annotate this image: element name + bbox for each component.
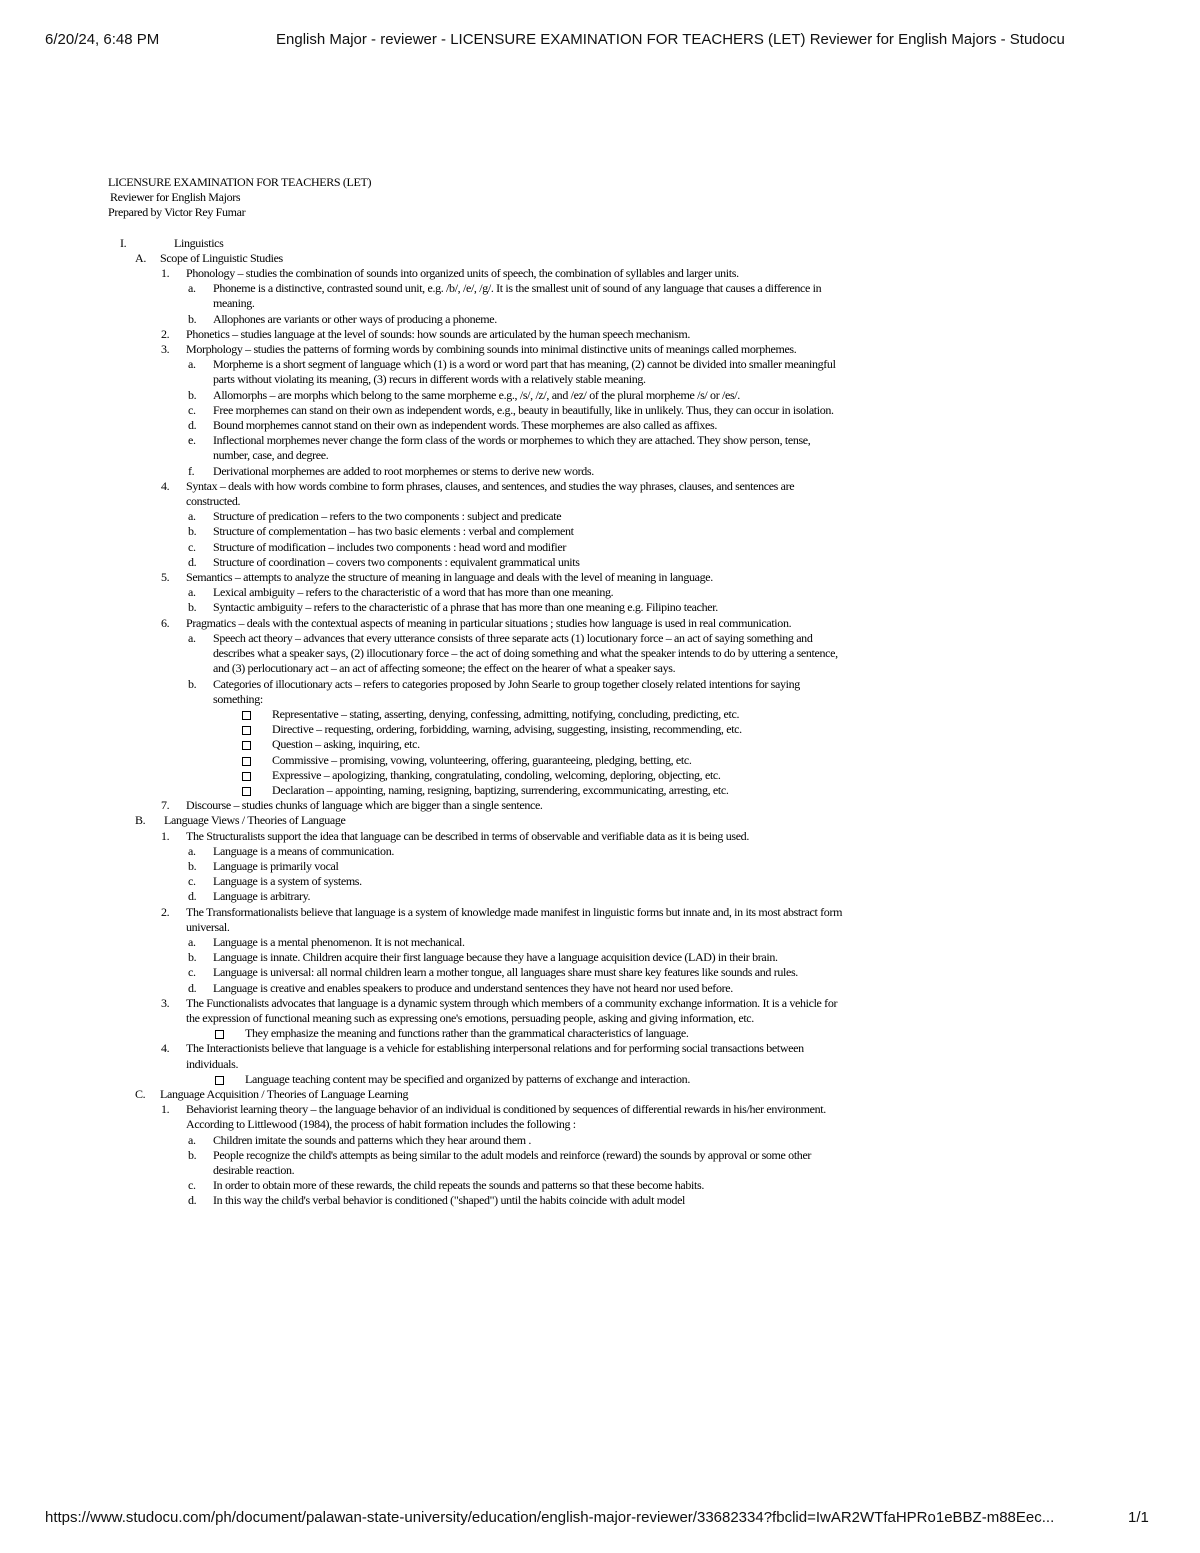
- item-text: Declaration – appointing, naming, resigning, baptizing, surrendering, excommunicating, arresting, etc.: [272, 782, 729, 797]
- item-text: Language is universal: all normal children learn a mother tongue, all languages share must share key features like sounds and rules.: [213, 965, 798, 980]
- list-item: [108, 829, 848, 844]
- list-item: [108, 312, 848, 327]
- item-text: Structure of complementation – has two basic elements : verbal and complement: [213, 524, 574, 539]
- list-item: [108, 327, 848, 342]
- bullet-item: [108, 707, 848, 722]
- item-text: Phonetics – studies language at the level of sounds: how sounds are articulated by the human speech mechanism.: [186, 326, 691, 341]
- list-marker: b.: [188, 311, 197, 326]
- item-text: Speech act theory – advances that every utterance consists of three separate acts (1) locutionary force – an act of saying something and describes what a speaker says, (2) illocutionary force – the act of doing something and what the speaker intends to do by uttering a sentence, and (3) perlocutionary act – an act of affecting someone; the effect on the hearer of what a speaker says.: [213, 630, 838, 676]
- list-item: [108, 616, 848, 631]
- list-marker: b.: [188, 387, 197, 402]
- document-body: [108, 175, 848, 1209]
- list-marker: 2.: [161, 904, 170, 919]
- item-text: Structure of predication – refers to the two components : subject and predicate: [213, 509, 562, 524]
- item-text: Semantics – attempts to analyze the structure of meaning in language and deals with the level of meaning in language.: [186, 570, 713, 585]
- item-text: Behaviorist learning theory – the language behavior of an individual is conditioned by sequences of differential rewards in his/her environment.: [186, 1102, 826, 1117]
- print-date: 6/20/24, 6:48 PM: [45, 31, 160, 48]
- list-item: [108, 996, 848, 1026]
- square-bullet-icon: [242, 772, 251, 781]
- list-marker: a.: [188, 630, 196, 645]
- list-item: [108, 905, 848, 935]
- list-marker: a.: [188, 509, 196, 524]
- list-item: [108, 889, 848, 904]
- item-text: Inflectional morphemes never change the form class of the words or morphemes to which they are attached. They show person, tense, number, case, and degree.: [213, 433, 811, 463]
- section-heading: [108, 236, 848, 251]
- list-marker: 2.: [161, 326, 170, 341]
- item-text: They emphasize the meaning and functions rather than the grammatical characteristics of language.: [245, 1026, 689, 1041]
- list-item: [108, 631, 848, 677]
- item-text: Structure of modification – includes two components : head word and modifier: [213, 539, 566, 554]
- paragraph: [108, 1117, 848, 1132]
- list-marker: 1.: [161, 1102, 170, 1117]
- list-item: [108, 1133, 848, 1148]
- subtitle: Reviewer for English Majors: [110, 190, 241, 205]
- subsection-text: Scope of Linguistic Studies: [160, 250, 283, 265]
- list-marker: b.: [188, 524, 197, 539]
- list-item: [108, 677, 848, 707]
- item-text: Structure of coordination – covers two components : equivalent grammatical units: [213, 554, 580, 569]
- list-marker: e.: [188, 433, 196, 448]
- item-text: In order to obtain more of these rewards, the child repeats the sounds and patterns so that these become habits.: [213, 1178, 704, 1193]
- list-marker: d.: [188, 1193, 197, 1208]
- list-item: [108, 540, 848, 555]
- print-page-title: English Major - reviewer - LICENSURE EXAMINATION FOR TEACHERS (LET) Reviewer for English Majors - Studocu: [276, 31, 1065, 48]
- list-item: [108, 464, 848, 479]
- list-item: [108, 1193, 848, 1208]
- list-item: [108, 844, 848, 859]
- bullet-item: [108, 753, 848, 768]
- list-marker: a.: [188, 281, 196, 296]
- item-text: The Structuralists support the idea that language can be described in terms of observable and verifiable data as it is being used.: [186, 828, 749, 843]
- list-item: [108, 859, 848, 874]
- list-marker: d.: [188, 418, 197, 433]
- subsection-heading: [108, 1087, 848, 1102]
- list-item: [108, 798, 848, 813]
- list-marker: d.: [188, 554, 197, 569]
- list-marker: d.: [188, 980, 197, 995]
- subsection-text: Language Views / Theories of Language: [164, 813, 346, 828]
- exam-title: LICENSURE EXAMINATION FOR TEACHERS (LET): [108, 175, 372, 189]
- list-item: [108, 388, 848, 403]
- item-text: Derivational morphemes are added to root morphemes or stems to derive new words.: [213, 463, 594, 478]
- square-bullet-icon: [242, 757, 251, 766]
- list-marker: a.: [188, 1132, 196, 1147]
- item-text: According to Littlewood (1984), the process of habit formation includes the following :: [186, 1117, 576, 1132]
- item-text: The Transformationalists believe that language is a system of knowledge made manifest in linguistic forms but innate and, in its most abstract form universal.: [186, 904, 843, 934]
- list-marker: 4.: [161, 1041, 170, 1056]
- bullet-item: [108, 737, 848, 752]
- list-item: [108, 357, 848, 387]
- list-item: [108, 342, 848, 357]
- list-marker: a.: [188, 934, 196, 949]
- list-marker: c.: [188, 402, 196, 417]
- item-text: Phonology – studies the combination of sounds into organized units of speech, the combination of syllables and larger units.: [186, 266, 739, 281]
- list-item: [108, 555, 848, 570]
- subsection-heading: [108, 251, 848, 266]
- item-text: Language is innate. Children acquire their first language because they have a language acquisition device (LAD) in their brain.: [213, 950, 778, 965]
- list-marker: 6.: [161, 615, 170, 630]
- item-text: Language is a mental phenomenon. It is not mechanical.: [213, 934, 465, 949]
- list-marker: a.: [188, 585, 196, 600]
- list-item: [108, 281, 848, 311]
- list-item: [108, 403, 848, 418]
- list-marker: c.: [188, 539, 196, 554]
- list-marker: 3.: [161, 342, 170, 357]
- item-text: Commissive – promising, vowing, volunteering, offering, guaranteeing, pledging, betting, etc.: [272, 752, 692, 767]
- list-marker: b.: [188, 950, 197, 965]
- list-marker: B.: [135, 813, 146, 828]
- list-marker: b.: [188, 858, 197, 873]
- list-marker: 1.: [161, 266, 170, 281]
- item-text: Lexical ambiguity – refers to the characteristic of a word that has more than one meaning.: [213, 585, 614, 600]
- list-marker: b.: [188, 1147, 197, 1162]
- item-text: Language is creative and enables speakers to produce and understand sentences they have not heard nor used before.: [213, 980, 733, 995]
- item-text: Language is arbitrary.: [213, 889, 311, 904]
- list-marker: b.: [188, 676, 197, 691]
- list-item: [108, 524, 848, 539]
- document-title-block: [108, 175, 848, 221]
- item-text: Language teaching content may be specified and organized by patterns of exchange and interaction.: [245, 1071, 690, 1086]
- list-item: [108, 965, 848, 980]
- author-line: Prepared by Victor Rey Fumar: [108, 205, 246, 220]
- list-marker: 1.: [161, 828, 170, 843]
- item-text: Bound morphemes cannot stand on their own as independent words. These morphemes are also called as affixes.: [213, 418, 717, 433]
- item-text: Allomorphs – are morphs which belong to the same morpheme e.g., /s/, /z/, and /ez/ of the plural morpheme /s/ or /es/.: [213, 387, 740, 402]
- square-bullet-icon: [242, 726, 251, 735]
- square-bullet-icon: [242, 787, 251, 796]
- list-item: [108, 1178, 848, 1193]
- item-text: Directive – requesting, ordering, forbidding, warning, advising, suggesting, insisting, recommending, etc.: [272, 722, 742, 737]
- list-item: [108, 600, 848, 615]
- bullet-item: [108, 783, 848, 798]
- item-text: Syntax – deals with how words combine to form phrases, clauses, and sentences, and studies the way phrases, clauses, and sentences are constructed.: [186, 478, 795, 509]
- list-marker: 5.: [161, 570, 170, 585]
- page-number: 1/1: [1128, 1509, 1149, 1526]
- item-text: Language is primarily vocal: [213, 858, 339, 873]
- list-marker: d.: [188, 889, 197, 904]
- list-marker: c.: [188, 1178, 196, 1193]
- square-bullet-icon: [242, 741, 251, 750]
- item-text: Morpheme is a short segment of language which (1) is a word or word part that has meaning, (2) cannot be divided into smaller meaningful parts without violating its meaning, (3) recurs in different words with a relatively stable meaning.: [213, 357, 836, 387]
- list-marker: I.: [120, 235, 127, 250]
- item-text: Syntactic ambiguity – refers to the characteristic of a phrase that has more than one meaning e.g. Filipino teacher.: [213, 600, 718, 615]
- item-text: Question – asking, inquiring, etc.: [272, 737, 420, 752]
- list-marker: a.: [188, 357, 196, 372]
- item-text: Allophones are variants or other ways of producing a phoneme.: [213, 311, 497, 326]
- print-url: https://www.studocu.com/ph/document/palawan-state-university/education/english-major-reviewer/33682334?fbclid=IwAR2WTfaHPRo1eBBZ-m88Eec...: [45, 1509, 1055, 1526]
- item-text: The Interactionists believe that language is a vehicle for establishing interpersonal relations and for performing social transactions between individuals.: [186, 1041, 804, 1071]
- list-item: [108, 1102, 848, 1117]
- list-marker: a.: [188, 843, 196, 858]
- list-marker: c.: [188, 874, 196, 889]
- list-item: [108, 509, 848, 524]
- item-text: Morphology – studies the patterns of forming words by combining sounds into minimal distinctive units of meanings called morphemes.: [186, 342, 797, 357]
- list-item: [108, 874, 848, 889]
- subsection-heading: [108, 813, 848, 828]
- list-marker: A.: [135, 250, 146, 265]
- list-item: [108, 585, 848, 600]
- list-item: [108, 950, 848, 965]
- bullet-item: [108, 1026, 848, 1041]
- list-item: [108, 266, 848, 281]
- list-item: [108, 1148, 848, 1178]
- square-bullet-icon: [242, 711, 251, 720]
- item-text: Expressive – apologizing, thanking, congratulating, condoling, welcoming, deploring, objecting, etc.: [272, 767, 721, 782]
- list-item: [108, 1041, 848, 1071]
- square-bullet-icon: [215, 1076, 224, 1085]
- item-text: Free morphemes can stand on their own as independent words, e.g., beauty in beautifully, like in unlikely. Thus, they can occur in isolation.: [213, 402, 834, 417]
- bullet-item: [108, 722, 848, 737]
- item-text: In this way the child's verbal behavior is conditioned ("shaped") until the habits coincide with adult model: [213, 1193, 686, 1208]
- item-text: Language is a means of communication.: [213, 843, 394, 858]
- list-item: [108, 418, 848, 433]
- list-marker: b.: [188, 600, 197, 615]
- item-text: Representative – stating, asserting, denying, confessing, admitting, notifying, concluding, predicting, etc.: [272, 706, 740, 721]
- list-marker: 7.: [161, 798, 170, 813]
- bullet-item: [108, 768, 848, 783]
- item-text: Language is a system of systems.: [213, 874, 362, 889]
- list-marker: 4.: [161, 478, 170, 493]
- list-marker: C.: [135, 1086, 146, 1101]
- subsection-text: Language Acquisition / Theories of Language Learning: [160, 1086, 409, 1101]
- list-item: [108, 479, 848, 509]
- item-text: Phoneme is a distinctive, contrasted sound unit, e.g. /b/, /e/, /g/. It is the smallest unit of sound of any language that causes a difference in meaning.: [213, 281, 822, 311]
- list-item: [108, 570, 848, 585]
- item-text: Pragmatics – deals with the contextual aspects of meaning in particular situations ; studies how language is used in real communication.: [186, 615, 792, 630]
- item-text: Categories of illocutionary acts – refers to categories proposed by John Searle to group together closely related intentions for saying something:: [213, 676, 800, 706]
- item-text: People recognize the child's attempts as being similar to the adult models and reinforce (reward) the sounds by approval or some other desirable reaction.: [213, 1147, 812, 1177]
- bullet-item: [108, 1072, 848, 1087]
- item-text: The Functionalists advocates that language is a dynamic system through which members of a community exchange information. It is a vehicle for the expression of functional meaning such as expressing one's emotions, persuading people, asking and giving information, etc.: [186, 995, 838, 1025]
- list-item: [108, 981, 848, 996]
- square-bullet-icon: [215, 1030, 224, 1039]
- item-text: Children imitate the sounds and patterns which they hear around them .: [213, 1132, 532, 1147]
- list-item: [108, 433, 848, 463]
- list-item: [108, 935, 848, 950]
- section-text: Linguistics: [174, 235, 224, 250]
- list-marker: 3.: [161, 995, 170, 1010]
- list-marker: f.: [188, 463, 195, 478]
- list-marker: c.: [188, 965, 196, 980]
- item-text: Discourse – studies chunks of language which are bigger than a single sentence.: [186, 798, 543, 813]
